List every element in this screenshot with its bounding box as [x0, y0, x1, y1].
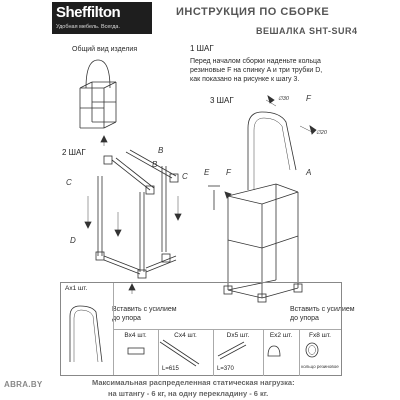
part-label-a: Ax1 шт.	[65, 285, 88, 292]
part-cell-d	[213, 329, 264, 376]
part-note-f: кольцо резиновое	[301, 364, 339, 369]
watermark: ABRA.BY	[4, 380, 43, 389]
push-note-right-2: до упора	[290, 315, 319, 322]
part-cell-a	[61, 283, 114, 375]
push-note-left-1: Вставить с усилием	[112, 306, 177, 313]
label-f-step3: F	[306, 94, 311, 103]
document-title: ИНСТРУКЦИЯ ПО СБОРКЕ	[176, 6, 330, 18]
label-a-step3: A	[306, 168, 312, 177]
part-cell-e	[263, 329, 300, 376]
step2-drawing	[85, 136, 181, 294]
parts-table	[60, 282, 342, 376]
brand-tagline: Удобная мебель. Всегда.	[56, 24, 120, 30]
label-f2-step3: F	[226, 168, 231, 177]
step1-line2: резиновые F на спинку A и три трубки D,	[190, 67, 323, 74]
step3-drawing	[208, 96, 316, 302]
step1-title: 1 ШАГ	[190, 44, 214, 53]
overview-drawing	[80, 60, 116, 128]
step2-title: 2 ШАГ	[62, 148, 86, 157]
product-model: ВЕШАЛКА SHT-SUR4	[256, 26, 358, 36]
push-note-left-2: до упора	[112, 315, 141, 322]
step1-line1: Перед началом сборки наденьте кольца	[190, 58, 321, 65]
label-c-step2-2: C	[182, 172, 188, 181]
part-label-d: Dx5 шт.	[226, 332, 250, 339]
part-dim-d: L=370	[217, 366, 234, 372]
push-note-right-1: Вставить с усилием	[290, 306, 355, 313]
label-b-step2-1: B	[158, 146, 164, 155]
load-note-line2: на штангу - 6 кг, на одну перекладину - 6 кг.	[108, 389, 269, 398]
label-c-step2-1: C	[66, 178, 72, 187]
part-cell-f	[299, 329, 341, 376]
step1-line3: как показано на рисунке к шагу 3.	[190, 76, 300, 83]
part-cell-b	[113, 329, 159, 376]
label-e-step3: E	[204, 168, 210, 177]
part-label-e: Ex2 шт.	[269, 332, 293, 339]
part-dim-c: L=615	[162, 366, 179, 372]
dim-30: ∅30	[278, 96, 289, 102]
part-label-c: Cx4 шт.	[174, 332, 197, 339]
part-label-b: Bx4 шт.	[124, 332, 147, 339]
step3-title: 3 ШАГ	[210, 96, 234, 105]
brand-name: Sheffilton	[56, 4, 121, 21]
label-d-step2: D	[70, 236, 76, 245]
overview-label: Общий вид изделия	[72, 46, 138, 53]
part-label-f: Fx8 шт.	[309, 332, 331, 339]
dim-20: ∅20	[316, 130, 327, 136]
part-cell-c	[158, 329, 214, 376]
load-note-line1: Максимальная распределенная статическая нагрузка:	[92, 378, 295, 387]
label-b-step2-2: B	[152, 160, 158, 169]
